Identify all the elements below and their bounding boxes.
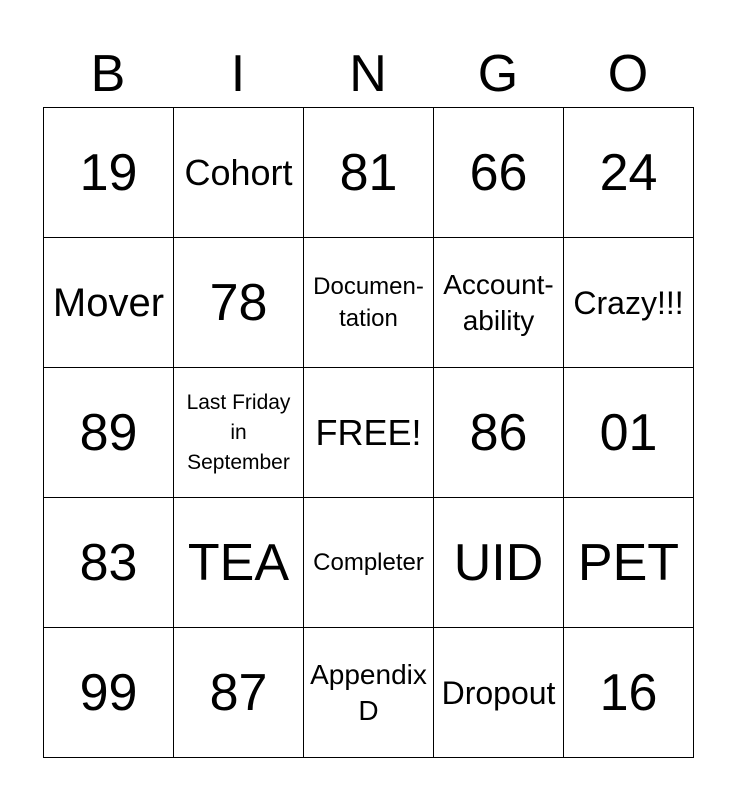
bingo-cell[interactable] bbox=[564, 368, 694, 498]
cell-text: Dropout bbox=[441, 674, 556, 711]
header-letter-g: G bbox=[477, 45, 519, 103]
bingo-cell[interactable] bbox=[304, 628, 434, 758]
bingo-cell[interactable] bbox=[174, 108, 304, 238]
cell-text: Appendix D bbox=[310, 658, 427, 726]
bingo-cell[interactable] bbox=[174, 368, 304, 498]
cell-text: 19 bbox=[79, 143, 138, 202]
cell-text: 99 bbox=[79, 663, 138, 722]
cell-text: 01 bbox=[599, 403, 658, 462]
bingo-cell[interactable] bbox=[564, 238, 694, 368]
bingo-cell[interactable] bbox=[44, 238, 174, 368]
bingo-cell[interactable] bbox=[174, 238, 304, 368]
bingo-cell[interactable] bbox=[434, 238, 564, 368]
header-letter-b: B bbox=[90, 45, 126, 103]
cell-text: Completer bbox=[313, 548, 424, 576]
bingo-cell[interactable] bbox=[44, 628, 174, 758]
bingo-cell[interactable] bbox=[434, 368, 564, 498]
cell-text: 87 bbox=[209, 663, 268, 722]
free-space-text: FREE! bbox=[315, 411, 422, 453]
cell-text: 78 bbox=[209, 273, 268, 332]
header-letter-n: N bbox=[349, 45, 387, 103]
bingo-cell[interactable] bbox=[44, 498, 174, 628]
bingo-header bbox=[43, 42, 693, 106]
cell-text: 16 bbox=[599, 663, 658, 722]
cell-text: Documen- tation bbox=[313, 272, 424, 332]
cell-text: Account- ability bbox=[443, 268, 554, 336]
bingo-cell[interactable] bbox=[174, 628, 304, 758]
cell-text: Crazy!!! bbox=[573, 284, 684, 321]
bingo-cell-free[interactable] bbox=[304, 368, 434, 498]
bingo-cell[interactable] bbox=[434, 498, 564, 628]
cell-text: 83 bbox=[79, 533, 138, 592]
cell-text: Cohort bbox=[184, 151, 293, 193]
header-letter-i: I bbox=[230, 45, 246, 103]
header-letter-o: O bbox=[607, 45, 649, 103]
bingo-cell[interactable] bbox=[304, 498, 434, 628]
cell-text: 86 bbox=[469, 403, 528, 462]
bingo-cell[interactable] bbox=[434, 628, 564, 758]
bingo-cell[interactable] bbox=[564, 628, 694, 758]
bingo-card-grid bbox=[43, 107, 694, 758]
bingo-cell[interactable] bbox=[174, 498, 304, 628]
cell-text: 89 bbox=[79, 403, 138, 462]
bingo-cell[interactable] bbox=[304, 238, 434, 368]
bingo-cell[interactable] bbox=[304, 108, 434, 238]
cell-text: TEA bbox=[187, 533, 290, 592]
cell-text: Last Friday in September bbox=[186, 390, 291, 474]
cell-text: 24 bbox=[599, 143, 658, 202]
cell-text: 81 bbox=[339, 143, 398, 202]
bingo-cell[interactable] bbox=[564, 108, 694, 238]
bingo-cell[interactable] bbox=[434, 108, 564, 238]
cell-text: Mover bbox=[52, 280, 165, 325]
bingo-cell[interactable] bbox=[564, 498, 694, 628]
bingo-cell[interactable] bbox=[44, 368, 174, 498]
cell-text: PET bbox=[577, 533, 680, 592]
bingo-cell[interactable] bbox=[44, 108, 174, 238]
cell-text: UID bbox=[453, 533, 544, 592]
cell-text: 66 bbox=[469, 143, 528, 202]
